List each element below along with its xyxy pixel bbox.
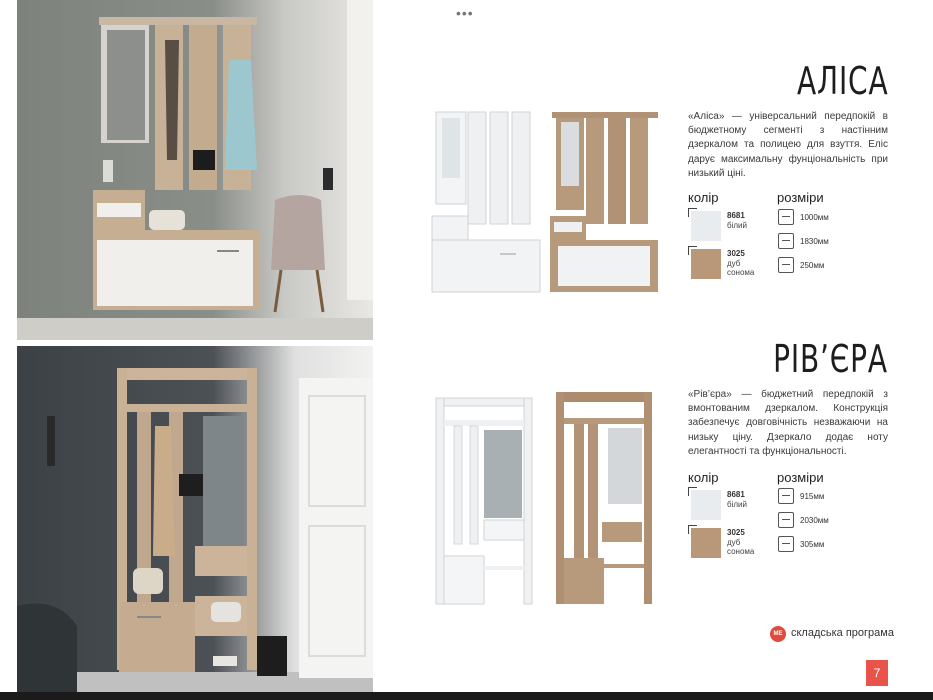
page-menu-dots: ••• (456, 5, 474, 21)
color-code: 3025 (727, 528, 745, 537)
color-swatch-oak (691, 528, 721, 558)
riviera-product-render (432, 388, 662, 610)
bottom-bar (0, 692, 933, 700)
product-alisa (420, 60, 900, 290)
colors-heading: колір (688, 470, 719, 485)
depth-value: 250мм (800, 261, 825, 270)
color-code: 3025 (727, 249, 745, 258)
color-name: білий (727, 500, 747, 509)
riviera-interior-photo (17, 346, 373, 692)
height-value: 1830мм (800, 237, 829, 246)
alisa-product-render (430, 106, 660, 294)
sizes-heading: розміри (777, 190, 824, 205)
height-icon (778, 233, 794, 249)
warehouse-program-icon: МЕ (770, 626, 786, 642)
depth-value: 305мм (800, 540, 825, 549)
color-code: 8681 (727, 490, 745, 499)
product-description: «Аліса» — універсальний передпокій в бюджетному сегменті з настінним дзеркалом та полицею для взуття. Еліс дарує максимальну фунціональність при низький ціні. (688, 111, 888, 179)
color-swatch-white (691, 211, 721, 241)
color-name: дуб сонома (727, 538, 755, 556)
depth-icon (778, 257, 794, 273)
width-value: 915мм (800, 492, 825, 501)
depth-icon (778, 536, 794, 552)
height-icon (778, 512, 794, 528)
page-number: 7 (866, 660, 888, 686)
warehouse-program-label: складська програма (791, 627, 894, 639)
colors-heading: колір (688, 190, 719, 205)
sizes-heading: розміри (777, 470, 824, 485)
color-code: 8681 (727, 211, 745, 220)
color-swatch-white (691, 490, 721, 520)
width-icon (778, 488, 794, 504)
color-name: дуб сонома (727, 259, 755, 277)
color-name: білий (727, 221, 747, 230)
alisa-interior-photo (17, 0, 373, 340)
width-icon (778, 209, 794, 225)
product-riviera (420, 338, 900, 608)
height-value: 2030мм (800, 516, 829, 525)
width-value: 1000мм (800, 213, 829, 222)
color-swatch-oak (691, 249, 721, 279)
product-title: АЛІСА (796, 59, 888, 103)
product-description: «Рів’єра» — бюджетний передпокій з вмонтованим дзеркалом. Конструкція забезпечує довговічність незважаючи на низьку ціну. Дзеркало додає ноту елегантності та функціональності. (688, 389, 888, 457)
product-title: РІВ’ЄРА (773, 337, 888, 381)
